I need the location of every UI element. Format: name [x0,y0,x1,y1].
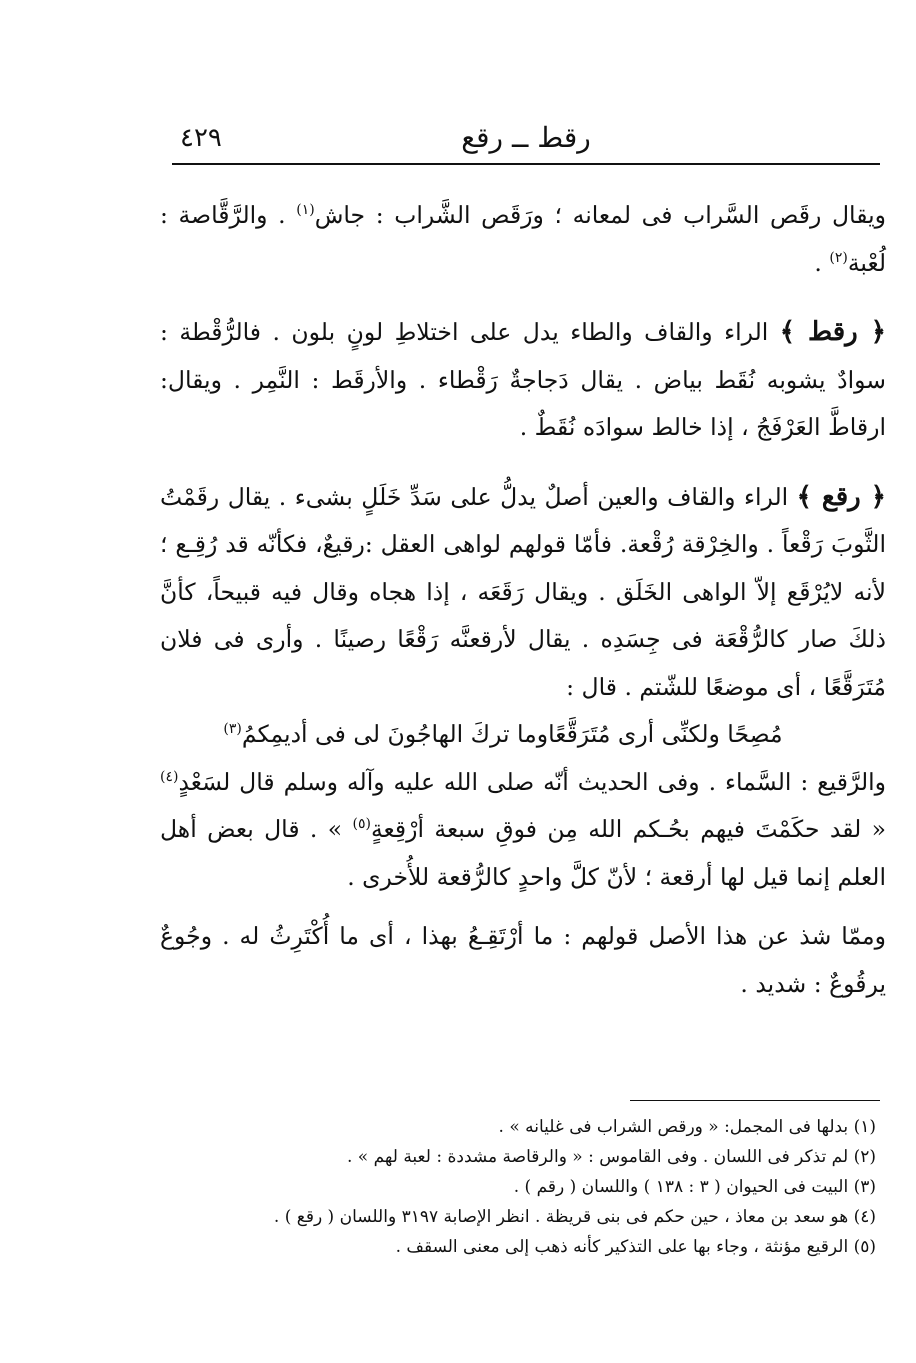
entry-headword: ﴿ رقع ﴾ [796,481,886,512]
header-rule [172,163,880,165]
text-run: « لقد حكَمْتَ فيهم بحُـكم الله مِن فوقِ سبعة أرْقِعةٍ [370,815,886,843]
verse-hemistich-1: وما تركَ الهاجُونَ لى فى أديمِكمُ [241,720,549,748]
footnote-rule [630,1100,880,1101]
main-text [160,192,886,1008]
text-run: . [814,248,830,277]
paragraph [160,309,886,452]
text-run: والرَّقيع : السَّماء . وفى الحديث أنّه صلى الله عليه وآله وسلم قال لسَعْدٍ [178,767,886,796]
text-run: ويقال رقَص السَّراب فى لمعانه ؛ ورَقَص الشَّراب : جاش [314,201,886,229]
paragraph [160,759,886,902]
verse-hemistich-2: مُصِحًا ولكنِّى أرى مُتَرَقَّعًا [548,720,783,748]
page-header [172,118,880,162]
text-run: وممّا شذ عن هذا الأصل قولهم : ما أرْتَقِـعُ بهذا ، أى ما أُكْتَرِثُ له . وجُوعٌ يرقُوعٌ : شديد . [160,922,886,998]
footnote-ref: (٥) [352,816,371,833]
footnote: (٣) البيت فى الحيوان ( ٣ : ١٣٨ ) واللسان ( رقم ) . [513,1177,876,1197]
text-run: الراء والقاف والطاء يدل على اختلاطِ لونٍ بلون . فالرُّقْطة : سوادٌ يشوبه نُقَط بياض . يقال دَجاجةٌ رَقْطاء . والأرقَط : النَّمِر . ويقال: ارقاطَّ العَرْفَجُ ، إذا خالط سوادَه نُقَطٌ . [160,318,886,441]
text-run: . والرَّقَّاصة : لُعْبة [160,201,886,277]
paragraph [160,913,886,1008]
footnote: (١) بدلها فى المجمل: « ورقص الشراب فى غليانه » . [498,1117,876,1137]
paragraph [160,192,886,287]
footnotes [150,1112,876,1262]
text-run: » . قال بعض أهل العلم إنما قيل لها أرقعة ؛ لأنّ كلَّ واحدٍ كالرُّقعة للأُخرى . [160,815,886,891]
footnote: (٥) الرقيع مؤنثة ، وجاء بها على التذكير كأنه ذهب إلى معنى السقف . [395,1237,876,1257]
footnote-ref: (٢) [829,249,848,266]
running-title: رقط ــ رقع [461,121,591,154]
footnote-ref: (١) [296,202,315,219]
footnote: (٤) هو سعد بن معاذ ، حين حكم فى بنى قريظة . انظر الإصابة ٣١٩٧ واللسان ( رقع ) . [273,1207,876,1227]
text-run: الراء والقاف والعين أصلٌ يدلُّ على سَدِّ خَلَلٍ بشىء . يقال رقَمْتُ الثَّوبَ رَقْعاً . والخِرْقة رُقْعة. فأمّا قولهم لواهى العقل :رقيعٌ، فكأنّه قد رُقِـع ؛ لأنه لايُرْقَع إلاّ الواهى الخَلَق . ويقال رَقَعَه ، إذا هجاه وقال فيه قبيحاً، كأنَّ ذلكَ صار كالرُّقْعَة فى جِسَدِه . يقال لأرقعنَّه رَقْعًا رصينًا . وأرى فى فلان مُتَرَقَّعًا ، أى موضعًا للشّتم . قال : [160,482,886,701]
entry-headword: ﴿ رقط ﴾ [779,317,886,347]
verse-line: مُصِحًا ولكنِّى أرى مُتَرَقَّعًاوما تركَ الهاجُونَ لى فى أديمِكمُ(٣) [160,711,886,759]
footnote: (٢) لم تذكر فى اللسان . وفى القاموس : « والرقاصة مشددة : لعبة لهم » . [346,1147,876,1167]
page-number: ٤٢٩ [180,123,222,153]
paragraph [160,474,886,712]
footnote-ref: (٤) [160,768,179,785]
